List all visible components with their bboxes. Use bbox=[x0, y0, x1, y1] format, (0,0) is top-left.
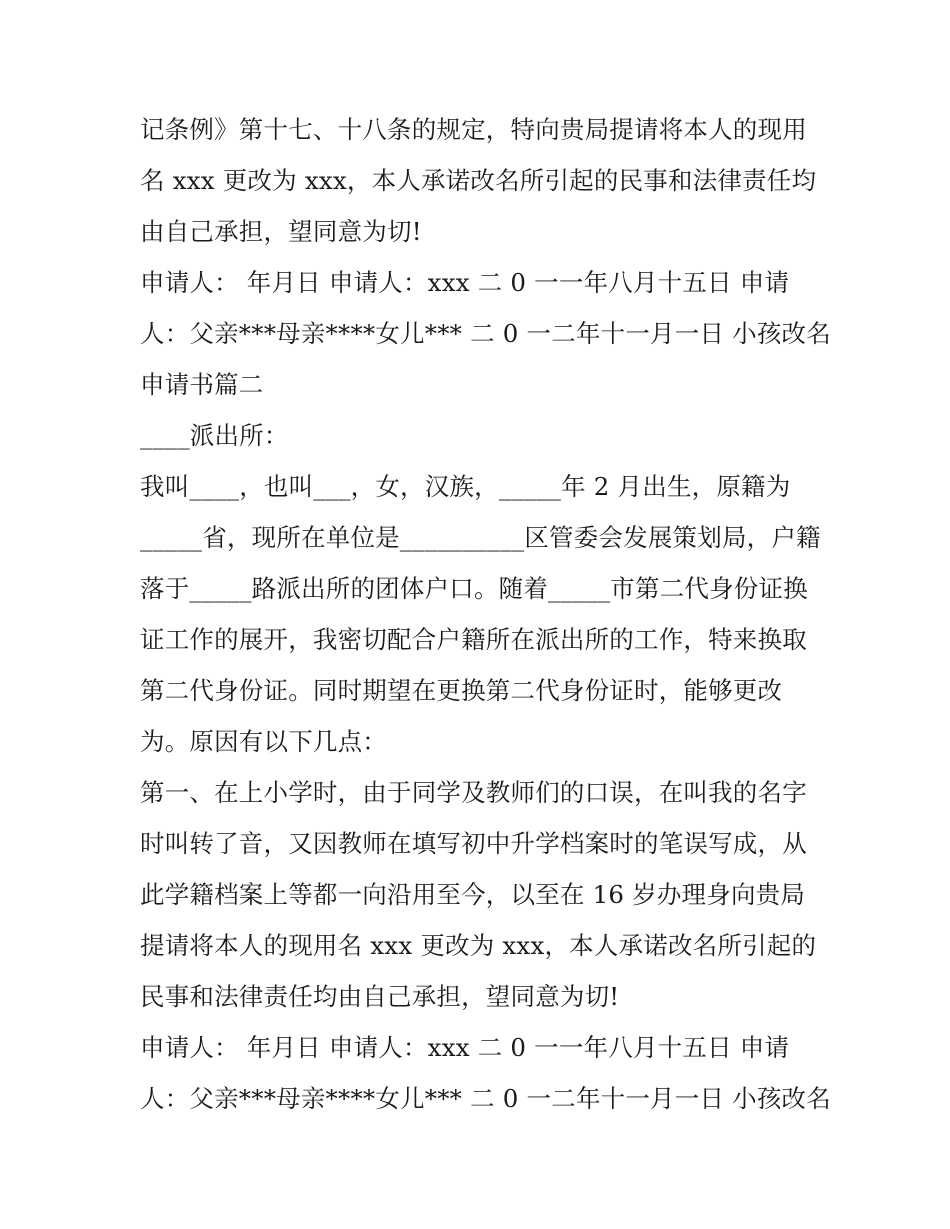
text-line: 记条例》第十七、十八条的规定，特向贵局提请将本人的现用 bbox=[140, 115, 807, 144]
text-line: 此学籍档案上等都一向沿用至今，以至在 16 岁办理身向贵局 bbox=[140, 880, 806, 909]
text-line: 人：父亲***母亲****女儿*** 二 0 一二年十一月一日 小孩改名 bbox=[140, 1084, 831, 1113]
text-line: 申请人： 年月日 申请人：xxx 二 0 一一年八月十五日 申请 bbox=[140, 1033, 790, 1062]
text-line: 证工作的展开，我密切配合户籍所在派出所的工作，特来换取 bbox=[140, 625, 807, 654]
text-line: 我叫____，也叫___，女，汉族，_____年 2 月出生，原籍为 bbox=[140, 472, 791, 501]
text-line: _____省，现所在单位是__________区管委会发展策划局，户籍 bbox=[140, 523, 821, 552]
text-line: 第二代身份证。同时期望在更换第二代身份证时，能够更改 bbox=[140, 676, 783, 705]
text-line: 第一、在上小学时，由于同学及教师们的口误，在叫我的名字 bbox=[140, 778, 807, 807]
text-line: 申请人： 年月日 申请人：xxx 二 0 一一年八月十五日 申请 bbox=[140, 268, 790, 297]
addressee-line: ____派出所： bbox=[140, 421, 289, 450]
section-heading: 申请书篇二 bbox=[140, 370, 264, 399]
text-line: 落于_____路派出所的团体户口。随着_____市第二代身份证换 bbox=[140, 574, 808, 603]
text-line: 为。原因有以下几点： bbox=[140, 727, 387, 756]
text-line: 提请将本人的现用名 xxx 更改为 xxx，本人承诺改名所引起的 bbox=[140, 931, 817, 960]
text-line: 名 xxx 更改为 xxx，本人承诺改名所引起的民事和法律责任均 bbox=[140, 166, 817, 195]
text-line: 由自己承担，望同意为切! bbox=[140, 217, 422, 246]
text-line: 人：父亲***母亲****女儿*** 二 0 一二年十一月一日 小孩改名 bbox=[140, 319, 831, 348]
document-body bbox=[140, 104, 830, 1124]
text-line: 时叫转了音，又因教师在填写初中升学档案时的笔误写成，从 bbox=[140, 829, 807, 858]
text-line: 民事和法律责任均由自己承担，望同意为切! bbox=[140, 982, 620, 1011]
